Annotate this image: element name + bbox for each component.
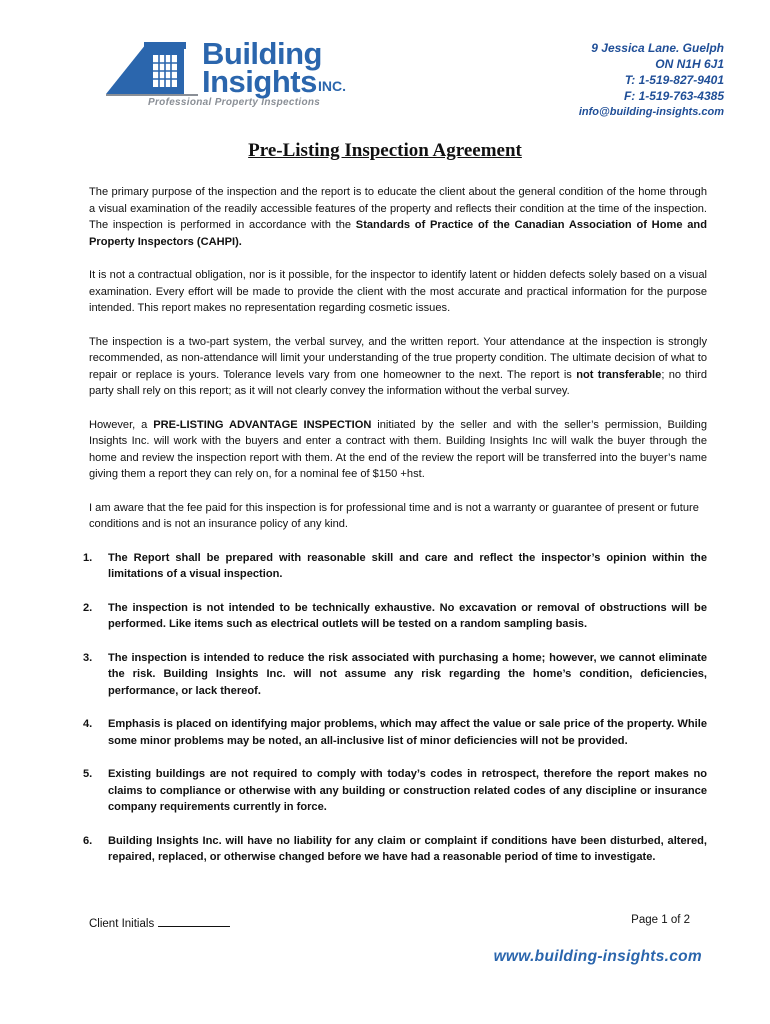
- client-initials-line[interactable]: [158, 914, 230, 927]
- fax-number: F: 1-519-763-4385: [623, 89, 724, 103]
- client-initials-label: Client Initials: [89, 918, 155, 930]
- list-item: [83, 766, 707, 816]
- paragraph-two-part-text-end: ; no third party shall rely on this report; as it will not clearly convey the information without the verbal survey.: [89, 368, 708, 397]
- list-item: [83, 716, 707, 749]
- not-transferable-text: not transferable: [576, 368, 662, 381]
- phone-number: T: 1-519-827-9401: [624, 73, 724, 87]
- paragraph-pre-listing-start: However, a: [89, 418, 154, 431]
- client-initials: [89, 914, 230, 930]
- building-logo-icon: [106, 38, 206, 100]
- company-logo: [106, 38, 366, 116]
- list-item-number: 6.: [83, 834, 93, 847]
- letterhead: [0, 0, 770, 130]
- list-item-text: Existing buildings are not required to comply with today’s codes in retrospect, therefore the report makes no claims to compliance or otherwise with any building or construction related codes of any discipline or insurance company requirements currently in force.: [108, 768, 707, 813]
- email-address: info@building-insights.com: [578, 106, 724, 118]
- paragraph-fee-awareness: I am aware that the fee paid for this inspection is for professional time and is not a warranty or guarantee of present or future conditions and is not an insurance policy of any kind.: [89, 501, 699, 530]
- agreement-body: [83, 184, 708, 883]
- standards-reference: Standards of Practice of the Canadian Association of Home and Property Inspectors (CAHPI).: [89, 219, 707, 248]
- list-item: [83, 600, 707, 633]
- paragraph-obligation: It is not a contractual obligation, nor is it possible, for the inspector to identify latent or hidden defects solely based on a visual examination. Every effort will be made to provide the client with the most accurate and practical information for the purpose intended. This report makes no representation regarding cosmetic issues.: [89, 269, 707, 314]
- list-item-text: Building Insights Inc. will have no liability for any claim or complaint if conditions have been disturbed, altered, repaired, replaced, or otherwise changed before we have had a reasonable period of time to investigate.: [108, 834, 707, 863]
- list-item-text: The inspection is not intended to be technically exhaustive. No excavation or removal of obstructions will be performed. Like items such as electrical outlets will be tested on a random sampling basis.: [108, 601, 707, 630]
- logo-word-building: Building: [202, 36, 322, 71]
- list-item-text: The inspection is intended to reduce the risk associated with purchasing a home; however, we cannot eliminate the risk. Building Insights Inc. will not assume any risk regarding the home’s condition, deficiencies, performance, or lack thereof.: [108, 651, 707, 697]
- paragraph-two-part-system: [89, 334, 707, 400]
- website-url: www.building-insights.com: [493, 948, 702, 965]
- logo-word-insights: Insights: [202, 64, 317, 99]
- logo-inc: INC.: [318, 78, 346, 94]
- list-item-number: 1.: [83, 551, 93, 564]
- paragraph-pre-listing-text: initiated by the seller and with the seller’s permission, Building Insights Inc. will work with the buyers and enter a contract with them. Building Insights Inc will walk the buyer through the home and review the inspection report with them. At the end of the review the report will be transferred into the buyer’s name giving them a report they can rely on, for a nominal fee of $150 +hst.: [89, 418, 708, 480]
- list-item: [83, 833, 707, 866]
- logo-tagline: Professional Property Inspections: [148, 97, 321, 108]
- paragraph-two-part-text: The inspection is a two-part system, the verbal survey, and the written report. Your attendance at the inspection is strongly recommended, as non-attendance will limit your understanding of the true property condition. The ultimate decision of what to repair or replace is yours. Tolerance levels vary from one homeowner to the next. The report is: [89, 335, 707, 381]
- list-item-number: 2.: [83, 601, 93, 614]
- list-item-number: 5.: [83, 768, 93, 780]
- list-item-text: Emphasis is placed on identifying major problems, which may affect the value or sale price of the property. While some minor problems may be noted, an all-inclusive list of minor deficiencies will not be provided.: [108, 718, 707, 747]
- address-line-2: ON N1H 6J1: [655, 57, 724, 71]
- terms-list: [83, 550, 707, 866]
- page-number: Page 1 of 2: [631, 914, 690, 926]
- list-item-number: 3.: [83, 651, 93, 664]
- list-item: [83, 550, 707, 583]
- contact-block: [579, 40, 724, 120]
- list-item: [83, 650, 707, 700]
- document-title: Pre-Listing Inspection Agreement: [248, 140, 522, 161]
- address-line-1: 9 Jessica Lane. Guelph: [591, 41, 724, 55]
- paragraph-purpose: [89, 184, 707, 250]
- list-item-text: The Report shall be prepared with reasonable skill and care and reflect the inspector’s opinion within the limitations of a visual inspection.: [108, 551, 707, 580]
- pre-listing-advantage-text: PRE-LISTING ADVANTAGE INSPECTION: [153, 418, 372, 431]
- list-item-number: 4.: [83, 718, 93, 730]
- paragraph-purpose-text: The primary purpose of the inspection and the report is to educate the client about the general condition of the home through a visual examination of the readily accessible features of the property and reflects their condition at the time of the inspection. The inspection is performed in accordance with the: [89, 186, 707, 231]
- paragraph-pre-listing: [89, 417, 707, 483]
